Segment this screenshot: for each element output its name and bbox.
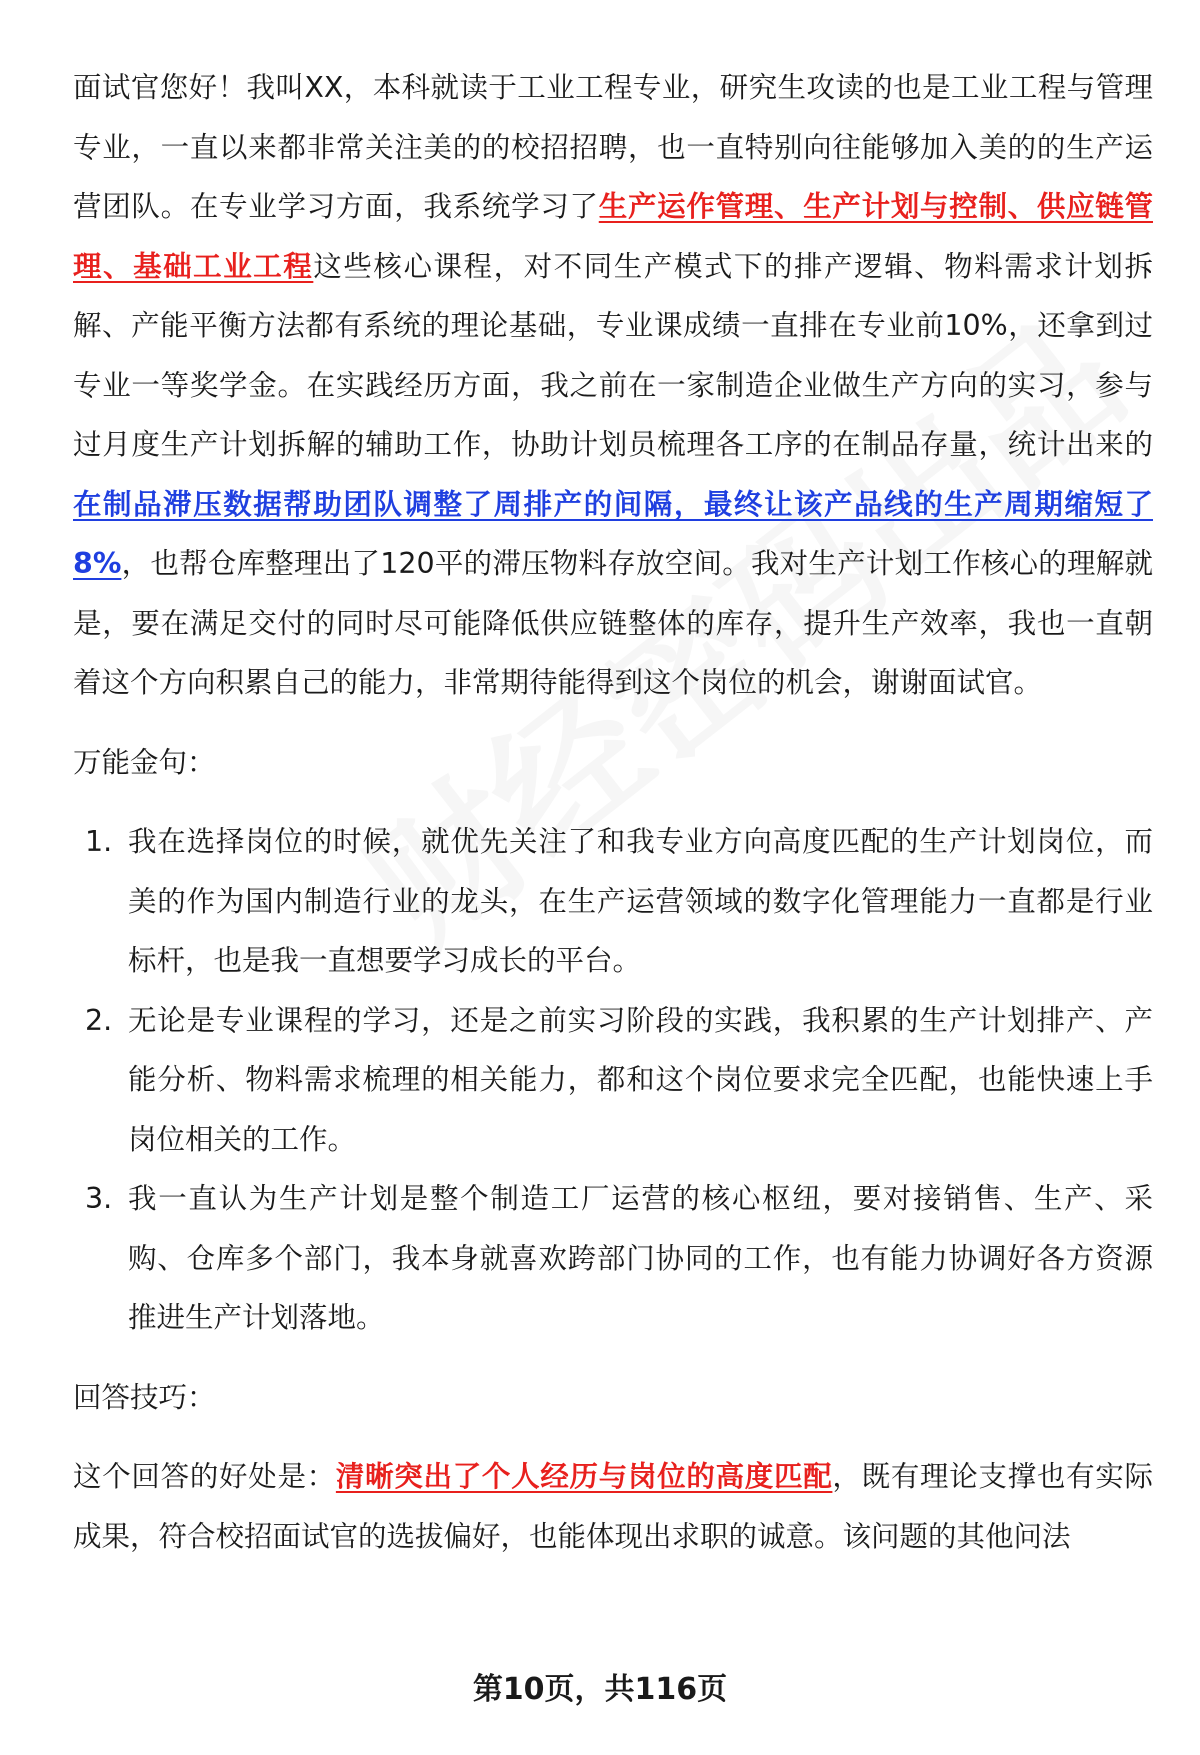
list-item [73,1169,1153,1348]
list-item [73,991,1153,1170]
intro-highlight-result: 在制品滞压数据帮助团队调整了周排产的间隔，最终让该产品线的生产周期缩短了8% [73,487,1153,580]
list-number: 1. [85,825,113,858]
intro-highlight-courses: 生产运作管理、生产计划与控制、供应链管理、基础工业工程 [73,190,1153,283]
list-text: 无论是专业课程的学习，还是之前实习阶段的实践，我积累的生产计划排产、产能分析、物料需求梳理的相关能力，都和这个岗位要求完全匹配，也能快速上手岗位相关的工作。 [128,1003,1153,1156]
tips-text-2: ，既有理论支撑也有实际成果，符合校招面试官的选拔偏好，也能体现出求职的诚意。该问题的其他问法 [73,1460,1153,1553]
golden-sentences-list [73,812,1153,1348]
list-number: 3. [85,1182,113,1215]
list-text: 我在选择岗位的时候，就优先关注了和我专业方向高度匹配的生产计划岗位，而美的作为国内制造行业的龙头，在生产运营领域的数字化管理能力一直都是行业标杆，也是我一直想要学习成长的平台。 [128,825,1153,977]
document-page [73,58,1153,1566]
intro-paragraph [73,58,1153,713]
list-number: 2. [85,1003,113,1037]
tips-paragraph [73,1447,1153,1566]
golden-sentences-label: 万能金句： [73,745,216,779]
intro-text-1: 面试官您好！我叫XX，本科就读于工业工程专业，研究生攻读的也是工业工程与管理专业，一直以来都非常关注美的的校招招聘，也一直特别向往能够加入美的的生产运营团队。在专业学习方面，我系统学习了 [73,71,1153,223]
list-text: 我一直认为生产计划是整个制造工厂运营的核心枢纽，要对接销售、生产、采购、仓库多个部门，我本身就喜欢跨部门协同的工作，也有能力协调好各方资源推进生产计划落地。 [128,1182,1153,1334]
page-footer: 第10页，共116页 [472,1672,728,1707]
intro-text-2: 这些核心课程，对不同生产模式下的排产逻辑、物料需求计划拆解、产能平衡方法都有系统的理论基础，专业课成绩一直排在专业前10%，还拿到过专业一等奖学金。在实践经历方面，我之前在一家制造企业做生产方向的实习，参与过月度生产计划拆解的辅助工作，协助计划员梳理各工序的在制品存量，统计出来的 [73,249,1153,461]
tips-label: 回答技巧： [73,1380,216,1414]
tips-highlight: 清晰突出了个人经历与岗位的高度匹配 [335,1460,833,1493]
list-item [73,812,1153,991]
intro-text-3: ，也帮仓库整理出了120平的滞压物料存放空间。我对生产计划工作核心的理解就是，要在满足交付的同时尽可能降低供应链整体的库存，提升生产效率，我也一直朝着这个方向积累自己的能力，非常期待能得到这个岗位的机会，谢谢面试官。 [73,547,1153,699]
tips-text-1: 这个回答的好处是： [73,1460,336,1493]
